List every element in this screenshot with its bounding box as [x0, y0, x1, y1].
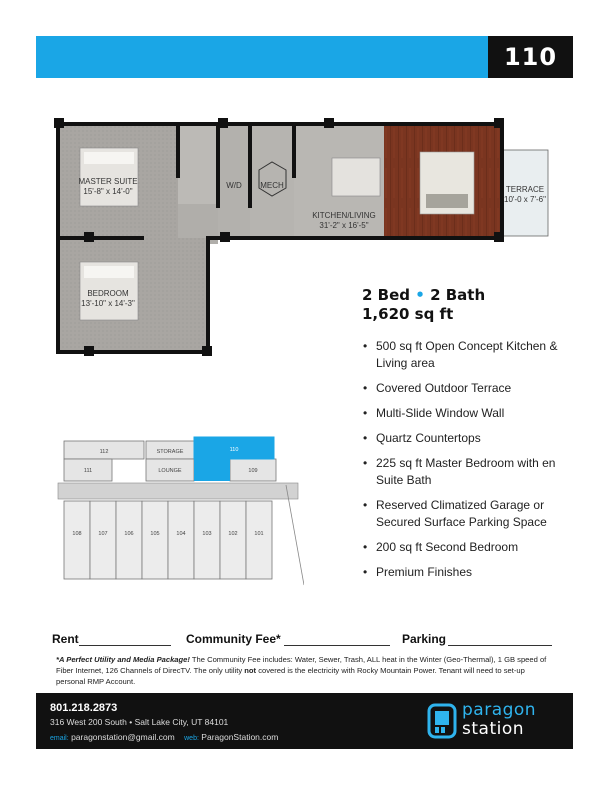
address: 316 West 200 South • Salt Lake City, UT 84101: [50, 717, 229, 727]
lounge-label: LOUNGE: [158, 468, 182, 474]
unit-106-label: 106: [124, 531, 134, 537]
master-suite-label: MASTER SUITE: [78, 177, 138, 186]
feature-item: • 500 sq ft Open Concept Kitchen & Living area: [362, 338, 562, 372]
unit-109-label: 109: [248, 468, 258, 474]
rent-line[interactable]: [79, 645, 171, 646]
unit-110-label: 110: [229, 447, 239, 453]
feature-item: • 200 sq ft Second Bedroom: [362, 539, 562, 556]
features-list: [362, 338, 562, 589]
email-label: email:: [50, 735, 69, 742]
contact-line: [50, 732, 278, 742]
bedroom-label: BEDROOM: [87, 289, 129, 298]
fee-row: [52, 632, 560, 648]
bath-area: [178, 124, 218, 204]
master-suite-dim: 15'-8" x 14'-0": [83, 187, 133, 196]
feature-item: • 225 sq ft Master Bedroom with en Suite Bath: [362, 455, 562, 489]
community-fee-line[interactable]: [284, 645, 390, 646]
feature-item: • Multi-Slide Window Wall: [362, 405, 562, 422]
bed-bath: [362, 286, 562, 304]
unit-summary: [362, 286, 562, 323]
unit-105-label: 105: [150, 531, 160, 537]
feature-item: • Covered Outdoor Terrace: [362, 380, 562, 397]
bedroom-dim: 13'-10" x 14'-3": [81, 299, 135, 308]
unit-111-label: 111: [83, 468, 93, 474]
beds-count: 2 Bed: [362, 286, 411, 304]
community-fee-label: Community Fee*: [186, 632, 281, 646]
feature-item: • Premium Finishes: [362, 564, 562, 581]
feature-item: • Reserved Climatized Garage or Secured Surface Parking Space: [362, 497, 562, 531]
phone-number[interactable]: 801.218.2873: [50, 702, 118, 714]
rent-label: Rent: [52, 632, 79, 646]
parking-line[interactable]: [448, 645, 552, 646]
separator-dot: •: [415, 286, 425, 304]
logo-word-paragon: paragon: [462, 700, 537, 720]
disclaimer-tail: covered is the electricity with Rocky Mountain Power. Tenant will need to set-up personal RMP Account.: [56, 666, 525, 686]
logo-mark-icon: [426, 702, 458, 740]
terrace-label: TERRACE: [505, 185, 545, 194]
mech-label: MECH: [260, 181, 284, 190]
disclaimer: [56, 654, 556, 687]
floor-plan: [54, 118, 554, 362]
disclaimer-lead: *A Perfect Utility and Media Package!: [56, 655, 190, 664]
web-link[interactable]: ParagonStation.com: [201, 732, 279, 742]
kitchen-island-icon: [332, 158, 380, 196]
sofa-icon: [426, 194, 468, 208]
unit-101-label: 101: [254, 531, 264, 537]
baths-count: 2 Bath: [430, 286, 486, 304]
site-plan: [54, 435, 304, 590]
parking-label: Parking: [402, 632, 447, 646]
logo-word-station: station: [462, 719, 525, 739]
web-label: web:: [184, 735, 199, 742]
paragon-station-logo: [426, 699, 566, 743]
footer: [36, 693, 573, 749]
unit-107-label: 107: [98, 531, 108, 537]
unit-number: 110: [488, 36, 573, 78]
kitchen-living-dim: 31'-2" x 16'-5": [319, 221, 369, 230]
disclaimer-not: not: [244, 666, 257, 675]
unit-area: 1,620 sq ft: [362, 305, 454, 323]
wd-label: W/D: [226, 181, 242, 190]
header-accent-bar: [36, 36, 488, 78]
storage-label: STORAGE: [156, 449, 184, 455]
unit-102-label: 102: [228, 531, 238, 537]
unit-112-label: 112: [99, 449, 109, 455]
email-link[interactable]: paragonstation@gmail.com: [71, 732, 175, 742]
unit-108-label: 108: [72, 531, 82, 537]
unit-103-label: 103: [202, 531, 212, 537]
feature-item: • Quartz Countertops: [362, 430, 562, 447]
kitchen-living-label: KITCHEN/LIVING: [312, 211, 376, 220]
unit-104-label: 104: [176, 531, 186, 537]
corridor: [58, 483, 298, 499]
disclaimer-body: The Community Fee includes: Water, Sewer, Trash, ALL heat in the Winter (Geo-Thermal), 1 GB speed of Fiber Internet, 126 Channels of DirecTV. The only utility: [56, 655, 547, 675]
terrace-dim: 10'-0 x 7'-6": [504, 195, 546, 204]
